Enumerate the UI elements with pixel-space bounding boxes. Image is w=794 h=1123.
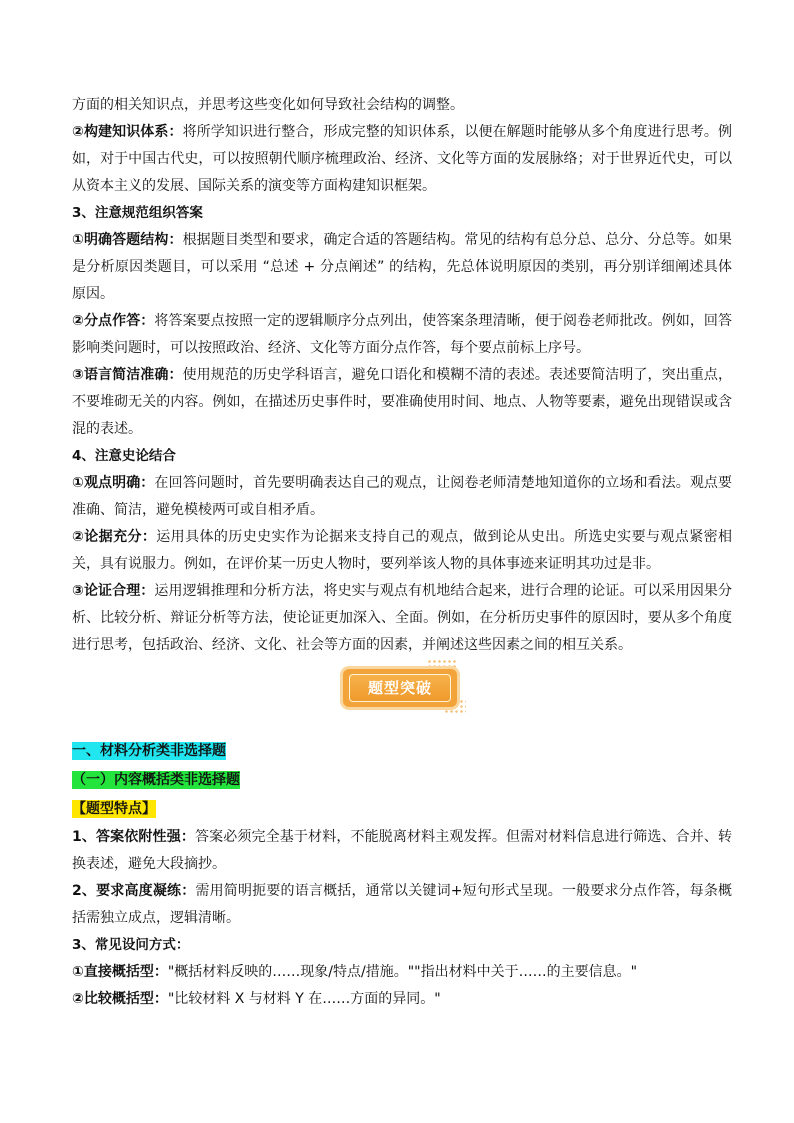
item-label: ③语言简洁准确： bbox=[72, 367, 183, 383]
item-label: ②论据充分： bbox=[72, 529, 157, 545]
section-4-item-3 bbox=[72, 578, 732, 659]
item-label: 2、要求高度凝练： bbox=[72, 883, 196, 899]
ask-heading: 3、常见设问方式： bbox=[72, 937, 190, 953]
item-text: 运用逻辑推理和分析方法，将史实与观点有机地结合起来，进行合理的论证。可以采用因果分析、比较分析、辩证分析等方法，使论证更加深入、全面。例如，在分析历史事件的原因时，要从多个角度进行思考，包括政治、经济、文化、社会等方面的因素，并阐述这些因素之间的相互关系。 bbox=[72, 583, 733, 653]
item-label: ③论证合理： bbox=[72, 583, 155, 599]
item-text: 运用具体的历史史实作为论据来支持自己的观点，做到论从史出。所选史实要与观点紧密相关，具有说服力。例如，在评价某一历史人物时，要列举该人物的具体事迹来证明其功过是非。 bbox=[72, 529, 733, 572]
feature-point-1 bbox=[72, 824, 732, 878]
item-text: 在回答问题时，首先要明确表达自己的观点，让阅卷老师清楚地知道你的立场和看法。观点要准确、简洁，避免模棱两可或自相矛盾。 bbox=[72, 475, 733, 518]
feature-point-2 bbox=[72, 878, 732, 932]
banner-label: 题型突破 bbox=[349, 674, 451, 702]
feature-tag: 【题型特点】 bbox=[72, 801, 156, 817]
part-1-title: 一、材料分析类非选择题 bbox=[72, 743, 226, 759]
item-label: 1、答案依附性强： bbox=[72, 829, 195, 845]
section-4-item-1 bbox=[72, 470, 732, 524]
section-banner bbox=[72, 659, 732, 737]
ask-item-1 bbox=[72, 959, 732, 986]
item-text: 根据题目类型和要求，确定合适的答题结构。常见的结构有总分总、总分、分总等。如果是分析原因类题目，可以采用 “总述 + 分点阐述” 的结构，先总体说明原因的类别，再分别详细阐述具体原因。 bbox=[72, 232, 732, 302]
section-3-item-1 bbox=[72, 227, 732, 308]
ask-item-2 bbox=[72, 986, 732, 1013]
paragraph-intro-tail: 方面的相关知识点，并思考这些变化如何导致社会结构的调整。 bbox=[72, 97, 464, 113]
section-3-item-2 bbox=[72, 308, 732, 362]
item-text: 将所学知识进行整合，形成完整的知识体系，以便在解题时能够从多个角度进行思考。例如，对于中国古代史，可以按照朝代顺序梳理政治、经济、文化等方面的发展脉络；对于世界近代史，可以从资本主义的发展、国际关系的演变等方面构建知识框架。 bbox=[72, 124, 732, 194]
section-4-item-2 bbox=[72, 524, 732, 578]
item-label: ①观点明确： bbox=[72, 475, 155, 491]
feature-tag-row bbox=[72, 795, 732, 824]
item-label: ②分点作答： bbox=[72, 313, 155, 329]
item-text: "比较材料 X 与材料 Y 在……方面的异同。" bbox=[167, 991, 441, 1007]
part-1-sub-row bbox=[72, 766, 732, 795]
item-text: 使用规范的历史学科语言，避免口语化和模糊不清的表述。表述要简洁明了，突出重点，不要堆砌无关的内容。例如，在描述历史事件时，要准确使用时间、地点、人物等要素，避免出现错误或含混的表述。 bbox=[72, 367, 732, 437]
section-3-item-3 bbox=[72, 362, 732, 443]
item-label: ①明确答题结构： bbox=[72, 232, 183, 248]
paragraph-build-system bbox=[72, 119, 732, 200]
item-text: "概括材料反映的……现象/特点/措施。""指出材料中关于……的主要信息。" bbox=[167, 964, 638, 980]
part-1-title-row bbox=[72, 737, 732, 766]
section-3-heading: 3、注意规范组织答案 bbox=[72, 205, 203, 221]
item-label: ①直接概括型： bbox=[72, 964, 168, 980]
item-text: 需用简明扼要的语言概括，通常以关键词+短句形式呈现。一般要求分点作答，每条概括需独立成点，逻辑清晰。 bbox=[72, 883, 732, 926]
part-1-subtitle: （一）内容概括类非选择题 bbox=[72, 772, 240, 788]
banner-badge bbox=[343, 669, 457, 707]
item-text: 将答案要点按照一定的逻辑顺序分点列出，使答案条理清晰，便于阅卷老师批改。例如，回答影响类问题时，可以按照政治、经济、文化等方面分点作答，每个要点前标上序号。 bbox=[72, 313, 733, 356]
section-4-heading: 4、注意史论结合 bbox=[72, 448, 176, 464]
item-label: ②构建知识体系： bbox=[72, 124, 183, 140]
item-label: ②比较概括型： bbox=[72, 991, 168, 1007]
document-page bbox=[72, 92, 732, 1013]
item-text: 答案必须完全基于材料，不能脱离材料主观发挥。但需对材料信息进行筛选、合并、转换表述，避免大段摘抄。 bbox=[72, 829, 732, 872]
